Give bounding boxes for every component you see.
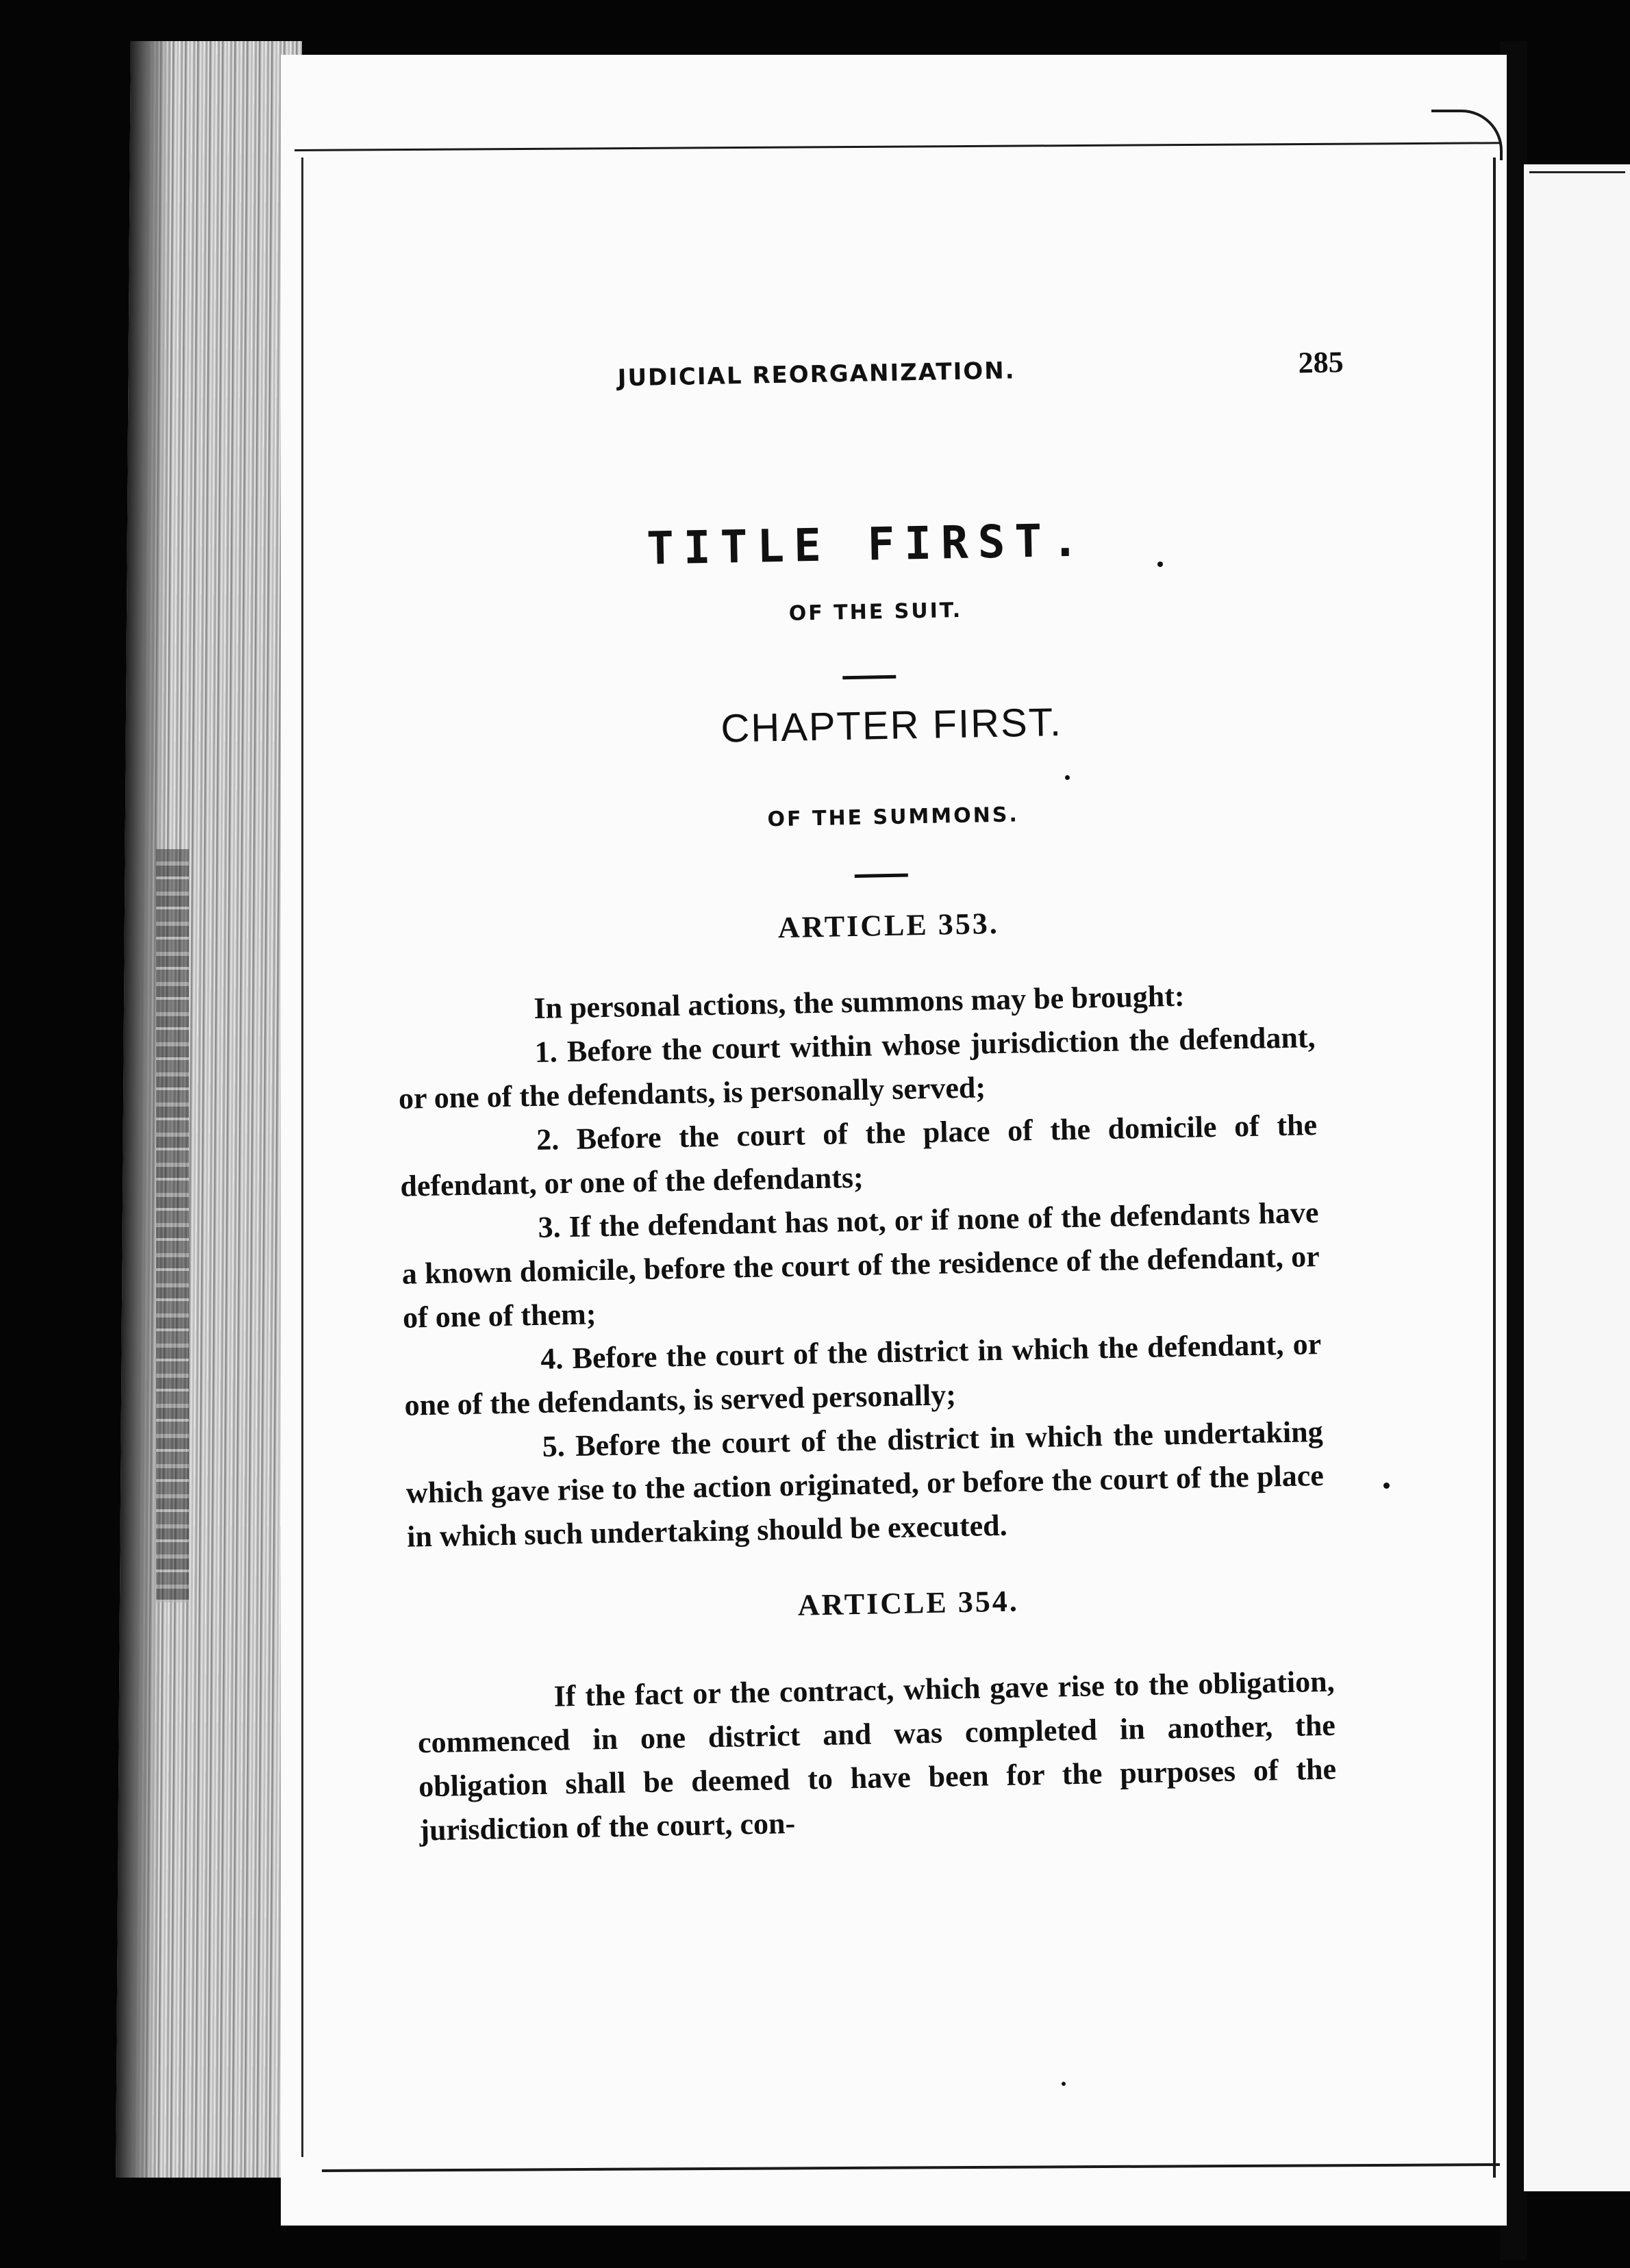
- title-heading: TITLE FIRST.: [646, 514, 1089, 575]
- page-border-left: [301, 158, 303, 2157]
- paragraph: 4. Before the court of the district in which the defendant, or one of the defendants, is served personally;: [404, 1326, 1322, 1422]
- article-body: [397, 972, 1325, 1559]
- running-head-title: JUDICIAL REORGANIZATION.: [617, 357, 1016, 392]
- chapter-heading: CHAPTER FIRST.: [720, 700, 1063, 751]
- page-edges: [116, 41, 302, 2178]
- page-number: 285: [1298, 345, 1344, 380]
- paragraph: 1. Before the court within whose jurisdiction the defendant, or one of the defendants, is personally served;: [398, 1020, 1316, 1116]
- title-subheading: OF THE SUIT.: [788, 598, 963, 626]
- scan-speck: [1065, 775, 1070, 780]
- chapter-subheading: OF THE SUMMONS.: [767, 803, 1020, 832]
- article-heading: ARTICLE 354.: [797, 1584, 1020, 1622]
- facing-page: [1524, 164, 1630, 2191]
- article-heading: ARTICLE 353.: [777, 906, 1000, 945]
- scan-speck: [1157, 562, 1163, 567]
- paragraph: 5. Before the court of the district in which the undertaking which gave rise to the action originated, or before the court of the place in which such undertaking should be executed.: [405, 1414, 1325, 1554]
- paragraph: If the fact or the contract, which gave rise to the obligation, commenced in one district and was completed in another, the obligation shall be deemed to have been for the purposes of the jurisdiction of the court, con-: [417, 1664, 1337, 1848]
- scan-speck: [1383, 1483, 1390, 1489]
- paragraph: 3. If the defendant has not, or if none of the defendants have a known domicile, before the court of the residence of the defendant, or of one of them;: [401, 1196, 1320, 1335]
- article-body: [416, 1660, 1338, 1853]
- paragraph: In personal actions, the summons may be brought:: [534, 979, 1185, 1025]
- scan-speck: [1062, 2082, 1066, 2086]
- page-border-right: [1493, 158, 1496, 2178]
- paragraph: 2. Before the court of the place of the domicile of the defendant, or one of the defendants;: [399, 1108, 1318, 1203]
- edge-stamp: [156, 849, 189, 1602]
